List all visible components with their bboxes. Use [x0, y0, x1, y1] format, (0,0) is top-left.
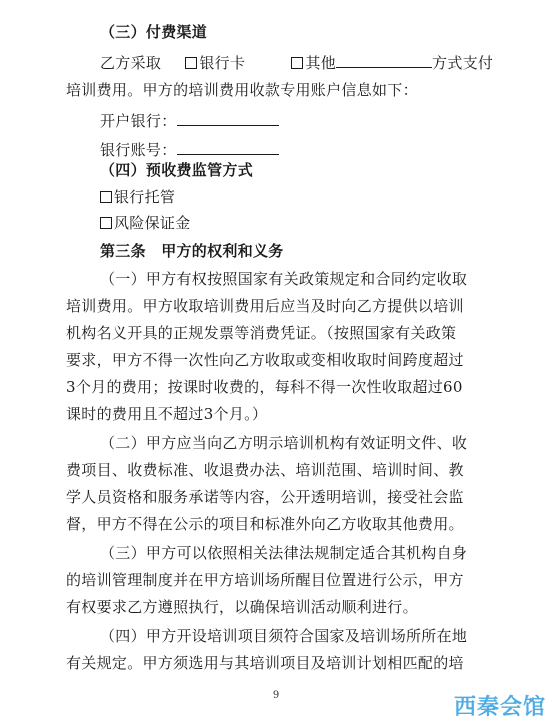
paragraph-line: 要求，甲方不得一次性向乙方收取或变相收取时间跨度超过: [66, 351, 464, 369]
page-number: 9: [272, 690, 280, 701]
paragraph-line: 督，甲方不得在公示的项目和标准外向乙方收取其他费用。: [66, 515, 464, 533]
account-number-line: [100, 138, 279, 160]
paragraph-line: 有权要求乙方遵照执行，以确保培训活动顺利进行。: [66, 598, 418, 616]
risk-deposit-checkbox[interactable]: [100, 217, 112, 229]
paragraph-line: 机构名义开具的正规发票等消费凭证。（按照国家有关政策: [66, 324, 457, 342]
payment-prefix: 乙方采取: [100, 54, 162, 72]
other-checkbox[interactable]: [291, 57, 303, 69]
paragraph-line: 3个月的费用；按课时收费的，每科不得一次性收取超过60: [66, 378, 463, 396]
paragraph-line: （四）甲方开设培训项目须符合国家及培训场所所在地: [100, 627, 468, 645]
paragraph-line: 费项目、收费标准、收退费办法、培训范围、培训时间、教: [66, 461, 464, 479]
paragraph-line: 课时的费用且不超过3个月。）: [66, 405, 268, 423]
payment-suffix: 方式支付: [432, 54, 494, 72]
bank-name-label: 开户银行：: [100, 112, 177, 130]
account-number-label: 银行账号：: [100, 141, 177, 159]
paragraph-line: 的培训管理制度并在甲方培训场所醒目位置进行公示，甲方: [66, 571, 464, 589]
paragraph-line: 培训费用。甲方收取培训费用后应当及时向乙方提供以培训: [66, 297, 464, 315]
bank-name-blank[interactable]: [177, 109, 279, 126]
bank-card-checkbox[interactable]: [185, 57, 197, 69]
section-heading-prepayment-supervision: （四）预收费监管方式: [100, 161, 254, 179]
paragraph-line: 学人员资格和服务承诺等内容，公开透明培训，接受社会监: [66, 488, 464, 506]
bank-name-line: [100, 109, 279, 131]
other-label: 其他: [305, 54, 337, 72]
bank-custody-label: 银行托管: [114, 188, 176, 206]
paragraph-line: （一）甲方有权按照国家有关政策规定和合同约定收取: [100, 270, 468, 288]
account-intro-line: 培训费用。甲方的培训费用收款专用账户信息如下：: [66, 81, 418, 99]
watermark-logo: 西秦会馆: [453, 695, 546, 720]
deposit-option-line: [100, 213, 191, 233]
paragraph-line: （三）甲方可以依照相关法律法规制定适合其机构自身: [100, 544, 468, 562]
article-3-heading: 第三条 甲方的权利和义务: [100, 242, 284, 260]
paragraph-line: （二）甲方应当向乙方明示培训机构有效证明文件、收: [100, 434, 468, 452]
other-method-blank[interactable]: [336, 51, 432, 68]
bank-custody-checkbox[interactable]: [100, 191, 112, 203]
section-heading-payment-channel: （三）付费渠道: [100, 23, 208, 41]
bank-card-label: 银行卡: [199, 54, 246, 72]
risk-deposit-label: 风险保证金: [114, 214, 191, 232]
paragraph-line: 有关规定。甲方须选用与其培训项目及培训计划相匹配的培: [66, 654, 464, 672]
payment-method-line: [100, 51, 493, 73]
account-number-blank[interactable]: [177, 138, 279, 155]
custody-option-line: [100, 187, 175, 207]
